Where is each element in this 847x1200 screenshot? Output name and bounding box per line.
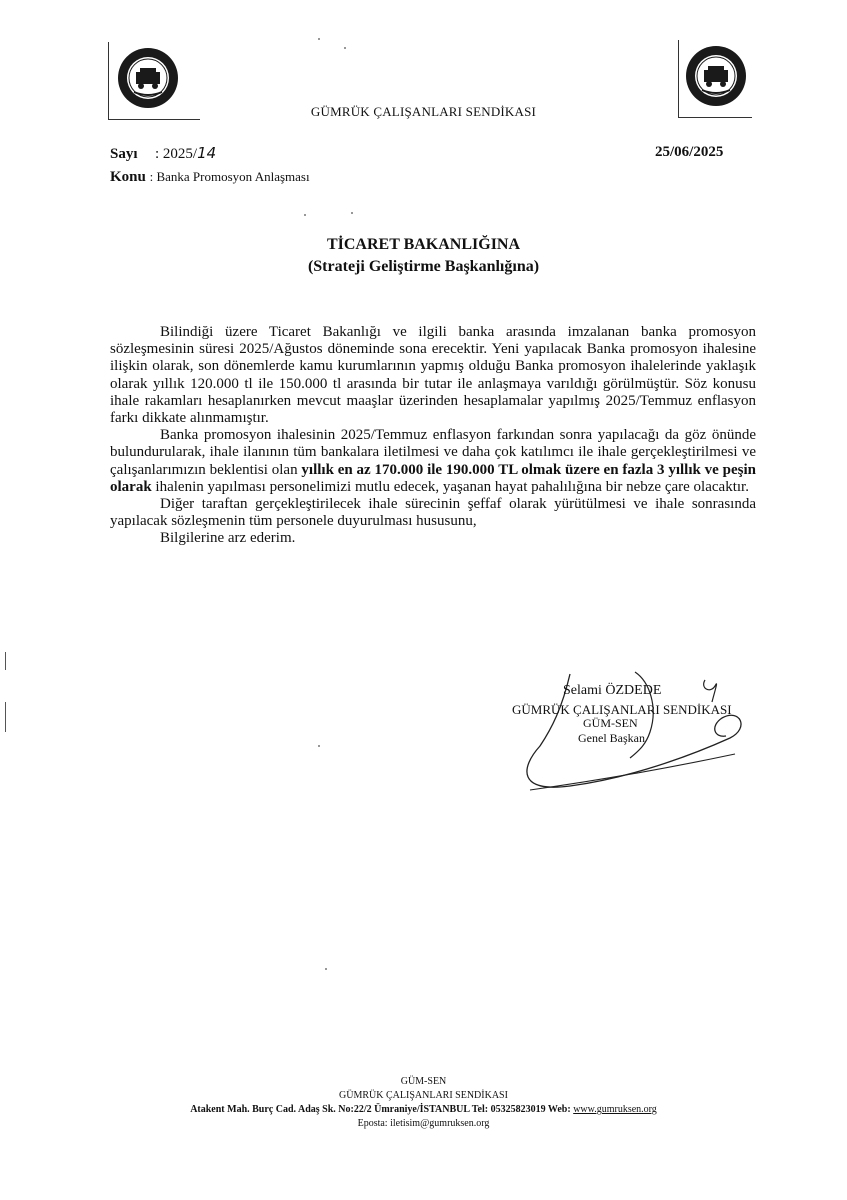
paragraph-4: Bilgilerine arz ederim. xyxy=(160,530,296,547)
paragraph-3: Diğer taraftan gerçekleştirilecek ihale sürecinin şeffaf olarak yürütülmesi ve ihale sonrasında yapılacak sözleşmenin tüm personele duyurulması hususunu, xyxy=(110,496,756,530)
scan-speck xyxy=(318,38,320,40)
paragraph-2-bold: yıllık en az 170.000 ile 190.000 TL olmak üzere en fazla 3 yıllık ve peşin olarak xyxy=(110,461,756,495)
union-seal-icon xyxy=(684,44,748,108)
footer-address-text: Atakent Mah. Burç Cad. Adaş Sk. No:22/2 Ümraniye/İSTANBUL Tel: 05325823019 Web: xyxy=(190,1104,574,1115)
paragraph-2-text-b: ihalenin yapılması personelimizi mutlu edecek, yaşanan hayat pahalılığına bir nebze çare olacaktır. xyxy=(151,478,749,495)
scan-edge-mark xyxy=(5,652,6,670)
scan-speck xyxy=(304,214,306,216)
footer-short-name: GÜM-SEN xyxy=(400,1076,447,1087)
letter-body xyxy=(110,324,756,548)
scan-speck xyxy=(325,968,327,970)
subject-line xyxy=(110,169,310,186)
konu-value: : Banka Promosyon Anlaşması xyxy=(149,169,310,184)
scan-speck xyxy=(351,212,353,214)
paragraph-2 xyxy=(110,427,756,496)
footer-address xyxy=(0,1104,847,1116)
union-seal-icon xyxy=(116,46,180,110)
signatory-name: Selami ÖZDEDE xyxy=(563,683,662,698)
sayi-label: Sayı xyxy=(110,146,138,162)
footer-email: Eposta: iletisim@gumruksen.org xyxy=(357,1118,490,1129)
scan-edge-mark xyxy=(5,702,6,732)
scan-speck xyxy=(344,47,346,49)
signatory-title: Genel Başkan xyxy=(578,731,645,745)
signatory-short-name: GÜM-SEN xyxy=(583,716,638,730)
document-date: 25/06/2025 xyxy=(655,144,724,160)
footer-organization: GÜMRÜK ÇALIŞANLARI SENDİKASI xyxy=(339,1090,508,1101)
sayi-handwritten: 14 xyxy=(197,144,217,162)
recipient-title: TİCARET BAKANLIĞINA xyxy=(326,236,521,253)
signatory-organization: GÜMRÜK ÇALIŞANLARI SENDİKASI xyxy=(512,702,732,717)
footer-website-link[interactable]: www.gumruksen.org xyxy=(573,1104,657,1115)
paragraph-2-text-a: Banka promosyon ihalesinin 2025/Temmuz enflasyon farkından sonra yapılacağı da göz önünde bulundurularak, ihale ilanının tüm bankalara iletilmesi ve daha çok katılımcı ile ihale gerçekleştirilmesi ve çalışanlarımızın beklentisi olan xyxy=(110,427,756,478)
organization-header: GÜMRÜK ÇALIŞANLARI SENDİKASI xyxy=(310,104,537,119)
sayi-value: : 2025/ xyxy=(155,146,198,162)
konu-label: Konu xyxy=(110,169,146,185)
recipient-subtitle: (Strateji Geliştirme Başkanlığına) xyxy=(307,258,540,275)
scan-speck xyxy=(318,745,320,747)
paragraph-1: Bilindiği üzere Ticaret Bakanlığı ve ilgili banka arasında imzalanan banka promosyon sözleşmesinin süresi 2025/Ağustos döneminde sona erecektir. Yeni yapılacak Banka promosyon ihalesine ilişkin olarak, son dönemlerde kamu kurumlarının yapmış olduğu Banka promosyon ihalelerinde yaklaşık olarak yıllık 120.000 tl ile 150.000 tl arasında bir tutar ile anlaşmaya varıldığı görülmüştür. Söz konusu ihale rakamları hesaplanırken mevcut maaşlar üzerinden hesaplamalar yapılmış 2025/Temmuz enflasyon farkı dikkate alınmamıştır. xyxy=(110,324,756,427)
reference-number xyxy=(110,144,216,163)
